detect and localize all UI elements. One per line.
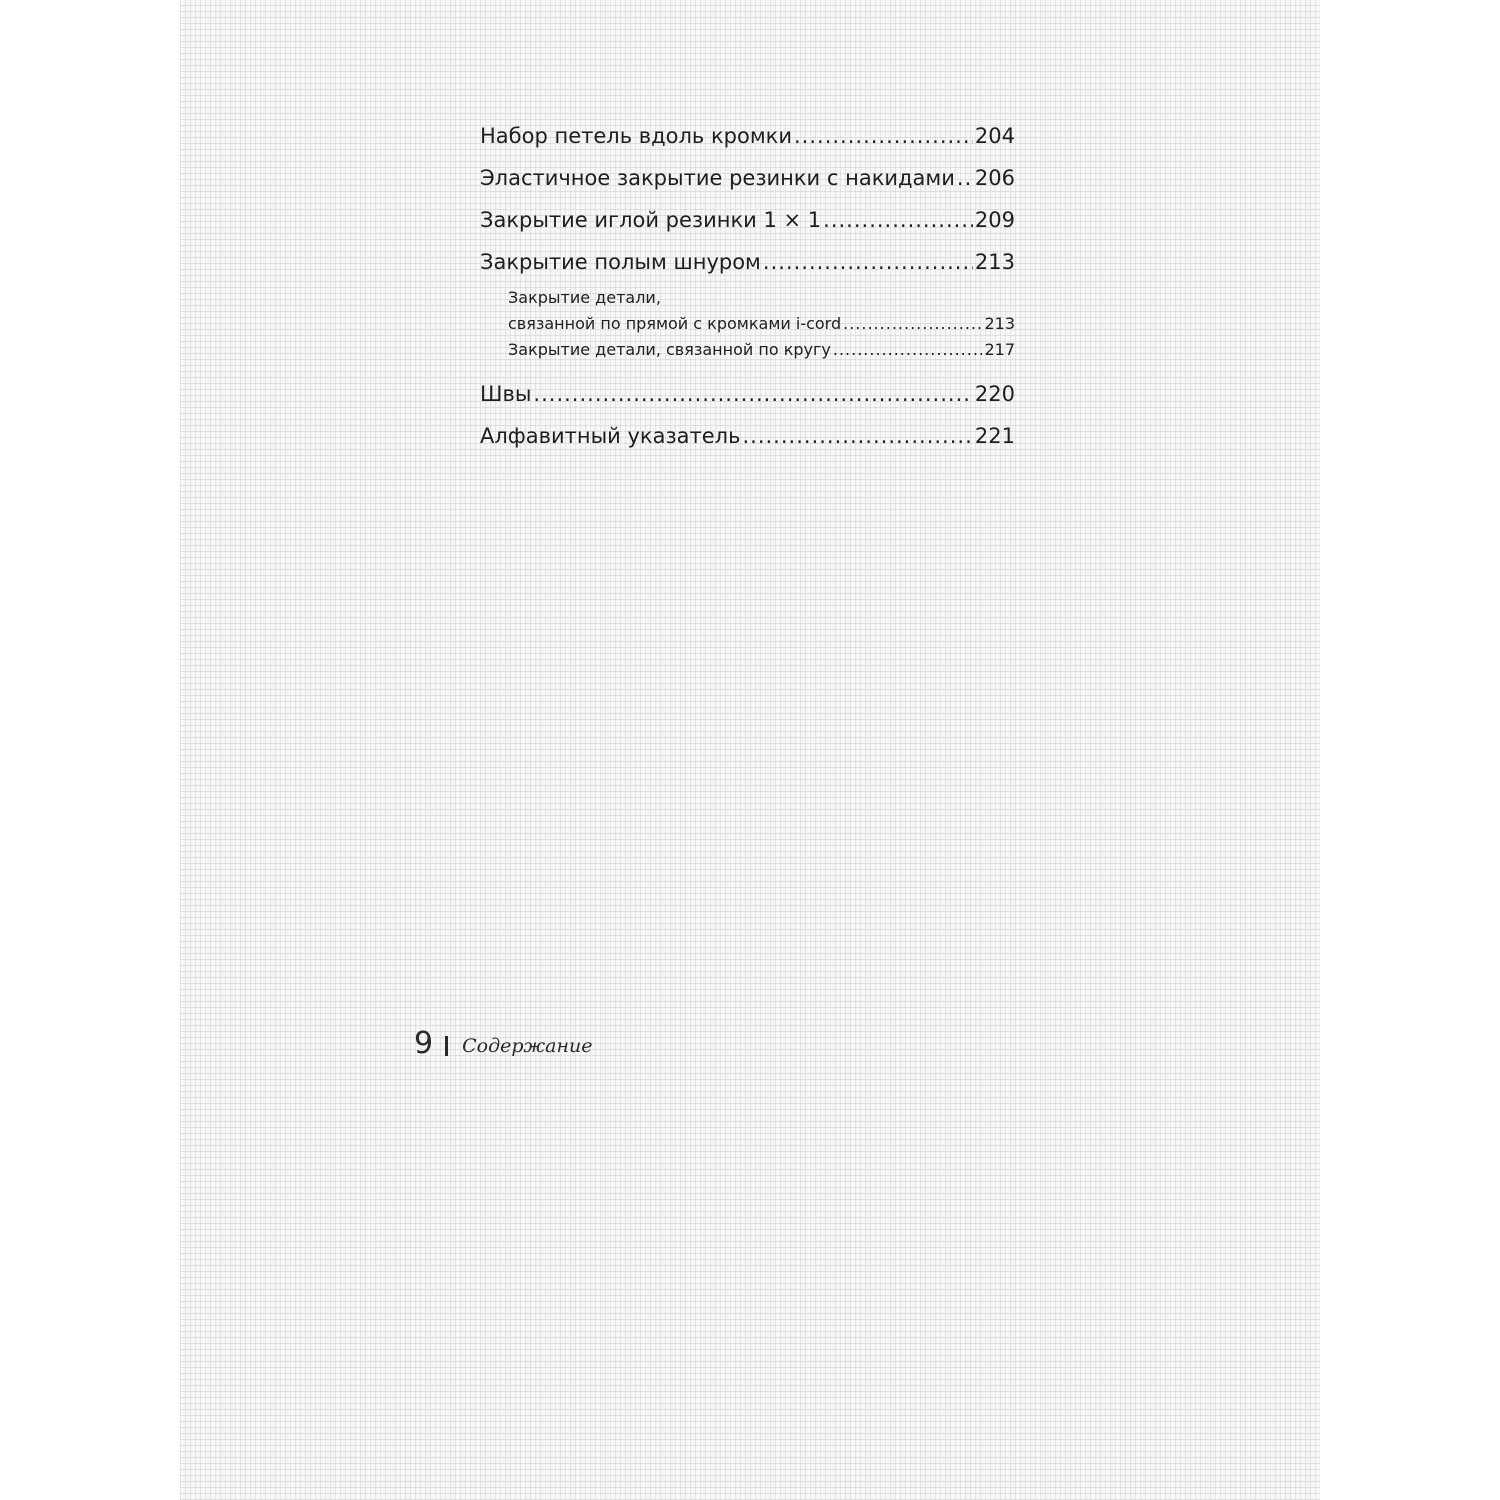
toc-subentry-page: 217 — [984, 340, 1015, 359]
toc-entry-page: 213 — [974, 250, 1015, 274]
dot-leader — [533, 375, 972, 413]
toc-entry[interactable] — [480, 117, 1015, 159]
toc-entry-page: 220 — [974, 382, 1015, 406]
dot-leader — [794, 117, 973, 155]
page-number: 9 — [414, 1026, 434, 1061]
dot-leader — [833, 337, 983, 363]
toc-entry[interactable] — [480, 201, 1015, 243]
toc-entry-title: Эластичное закрытие резинки с накидами — [480, 166, 955, 190]
toc-entry[interactable] — [480, 159, 1015, 201]
toc-entry-title: Закрытие полым шнуром — [480, 250, 761, 274]
dot-leader — [742, 417, 972, 455]
dot-leader — [823, 201, 973, 239]
toc-subentry-title: Закрытие детали, связанной по кругу — [508, 340, 831, 359]
toc-entry-page: 209 — [974, 208, 1015, 232]
toc-subentry-title: Закрытие детали, — [508, 288, 661, 307]
toc-entry-title: Набор петель вдоль кромки — [480, 124, 792, 148]
spacer — [480, 363, 1015, 375]
toc-subentry-title: связанной по прямой с кромками i-cord — [508, 314, 842, 333]
toc-entry[interactable] — [480, 243, 1015, 285]
toc-entry[interactable] — [480, 375, 1015, 417]
toc-subentry[interactable] — [480, 311, 1015, 337]
footer-divider — [445, 1036, 448, 1056]
toc-entry-title: Швы — [480, 382, 532, 406]
toc-entry[interactable] — [480, 417, 1015, 459]
toc-subentry-page: 213 — [984, 314, 1015, 333]
dot-leader — [957, 159, 973, 197]
toc-entry-page: 221 — [974, 424, 1015, 448]
page-footer — [414, 1026, 592, 1061]
toc-entry-title: Алфавитный указатель — [480, 424, 741, 448]
dot-leader — [843, 311, 982, 337]
toc-entry-title: Закрытие иглой резинки 1 × 1 — [480, 208, 822, 232]
toc-subentry-first-line[interactable] — [480, 285, 1015, 311]
dot-leader — [763, 243, 973, 281]
book-page — [180, 0, 1320, 1500]
table-of-contents — [480, 117, 1015, 459]
running-head: Содержание — [462, 1034, 593, 1057]
toc-subentry[interactable] — [480, 337, 1015, 363]
toc-entry-page: 204 — [974, 124, 1015, 148]
toc-entry-page: 206 — [974, 166, 1015, 190]
